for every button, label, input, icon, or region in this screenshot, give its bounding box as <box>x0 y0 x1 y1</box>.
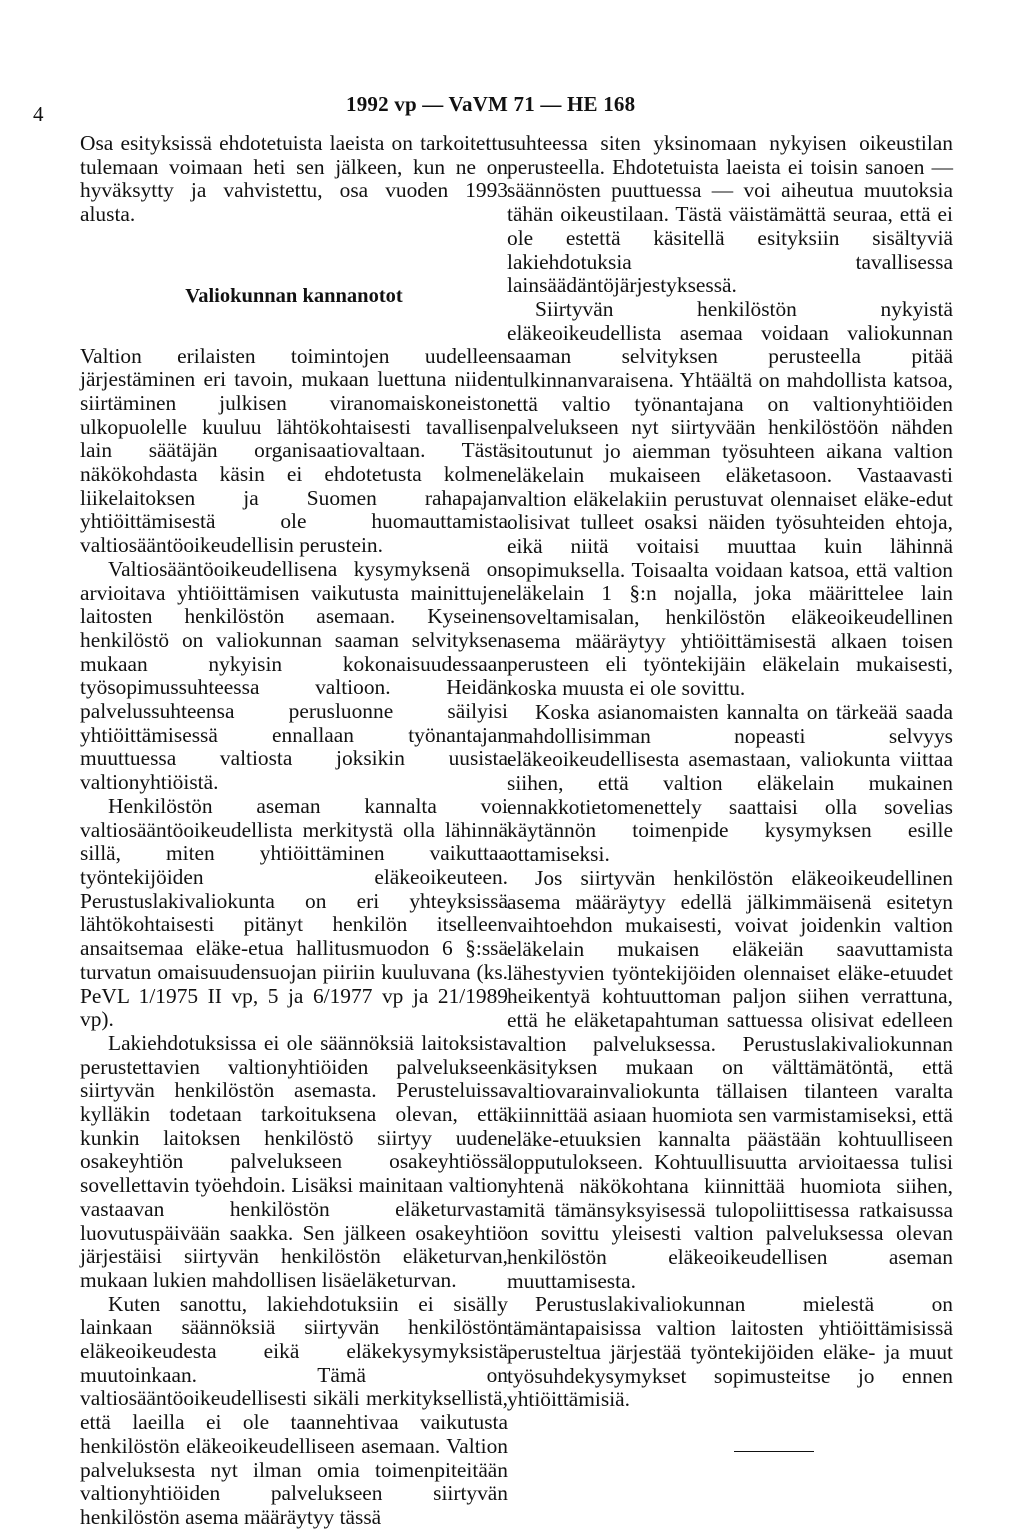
body-paragraph: Jos siirtyvän henkilöstön eläkeoikeudellinen asema määräytyy edellä jälkimmäisenä esitetyn vaihtoehdon mukaisesti, voivat joidenkin valtion eläkelain mukaisen eläkeiän saavuttamista lähestyvien työntekijöiden olennaiset eläke-etuudet heikentyä kohtuuttoman paljon siihen verrattuna, että he eläketapahtuman sattuessa olisivat edelleen valtion palveluksessa. Perustuslakivaliokunnan käsityksen mukaan on välttämätöntä, että valtiovarainvaliokunta tällaisen tilanteen varalta kiinnittää asiaan huomiota sen varmistamiseksi, että eläke-etuuksien kannalta päästään kohtuulliseen lopputulokseen. Kohtuullisuutta arvioitaessa tulisi yhtenä näkökohtana kiinnittää huomiota siihen, mitä tämänsyksyisessä tulopoliittisessa ratkaisussa on sovittu yleisesti valtion palveluksessa olevan henkilöstön eläkeoikeudellisen aseman muuttamisesta. <box>507 865 953 1293</box>
page-number: 4 <box>33 102 44 126</box>
right-column <box>507 132 953 1452</box>
body-paragraph: Lakiehdotuksissa ei ole säännöksiä laitoksista perustettavien valtionyhtiöiden palvelukseen siirtyvän henkilöstön asemasta. Perusteluissa kylläkin todetaan tarkoituksena olevan, että kunkin laitoksen henkilöstö siirtyy uuden osakeyhtiön palvelukseen osakeyhtiössä sovellettavin työehdoin. Lisäksi mainitaan valtion vastaavan henkilöstön eläketurvasta luovutuspäivään saakka. Sen jälkeen osakeyhtiö järjestäisi siirtyvän henkilöstön eläketurvan, mukaan lukien mahdollisen lisäeläketurvan. <box>80 1030 508 1292</box>
running-header: 1992 vp — VaVM 71 — HE 168 <box>346 92 636 116</box>
body-paragraph: Koska asianomaisten kannalta on tärkeää saada mahdollisimman nopeasti selvyys eläkeoikeudellisesta asemastaan, valiokunta viittaa siihen, että valtion eläkelain mukainen ennakkotietomenettely saattaisi olla sovelias käytännön toimenpide kysymyksen esille ottamiseksi. <box>507 699 953 867</box>
body-paragraph: Kuten sanottu, lakiehdotuksiin ei sisälly lainkaan säännöksiä siirtyvän henkilöstön eläkeoikeudesta eikä eläkekysymyksistä muutoinkaan. Tämä on valtiosääntöoikeudellisesti sikäli merkityksellistä, että laeilla ei ole taannehtivaa vaikutusta henkilöstön eläkeoikeudelliseen asemaan. Valtion palveluksesta nyt ilman omia toimenpiteitään valtionyhtiöiden palvelukseen siirtyvän henkilöstön asema määräytyy tässä <box>80 1291 508 1529</box>
section-heading: Valiokunnan kannanotot <box>185 284 403 307</box>
body-paragraph: Henkilöstön aseman kannalta voi valtiosääntöoikeudellista merkitystä olla lähinnä sillä, miten yhtiöittäminen vaikuttaa työntekijöiden eläkeoikeuteen. Perustuslakivaliokunta on eri yhteyksissä lähtökohtaisesti pitänyt henkilön itselleen ansaitsemaa eläke-etua hallitusmuodon 6 §:ssä turvatun omaisuudensuojan piiriin kuuluvana (ks. PeVL 1/1975 II vp, 5 ja 6/1977 vp ja 21/1989 vp). <box>80 793 508 1032</box>
body-paragraph: Perustuslakivaliokunnan mielestä on tämäntapaisissa valtion laitosten yhtiöittämisissä perusteltua järjestää työntekijöiden eläke- ja muut työsuhdekysymykset sopimusteitse jo ennen yhtiöittämisiä. <box>507 1292 953 1412</box>
left-column <box>80 132 508 1530</box>
continuation-paragraph: suhteessa siten yksinomaan nykyisen oikeustilan perusteella. Ehdotetuista laeista ei toisin sanoen — säännösten puuttuessa — voi aiheutua muutoksia tähän oikeustilaan. Tästä väistämättä seuraa, että ei ole estettä käsitellä esityksiin sisältyviä lakiehdotuksia tavallisessa lainsäädäntöjärjestyksessä. <box>507 131 953 298</box>
body-paragraph: Siirtyvän henkilöstön nykyistä eläkeoikeudellista asemaa voidaan valiokunnan saaman selvityksen perusteella pitää tulkinnanvaraisena. Yhtäältä on mahdollista katsoa, että valtio työnantajana on valtionyhtiöiden palvelukseen nyt siirtyvään henkilöstöön nähden sitoutunut jo aiemman työsuhteen aikana valtion eläkelain mukaiseen eläketasoon. Vastaavasti valtion eläkelakiin perustuvat olennaiset eläke-edut olisivat tulleet osaksi näiden työsuhteiden ehtoja, eikä niitä voitaisi muuttaa kuin lähinnä sopimuksella. Toisaalta voidaan katsoa, että valtion eläkelain 1 §:n nojalla, joka määrittelee lain soveltamisalan, henkilöstön eläkeoikeudellinen asema määräytyy yhtiöittämisestä alkaen toisen perusteen eli työntekijäin eläkelain mukaisesti, koska muusta ei ole sovittu. <box>507 296 953 701</box>
body-paragraph: Valtion erilaisten toimintojen uudelleen järjestäminen eri tavoin, mukaan luettuna niiden siirtäminen julkisen viranomaiskoneiston ulkopuolelle kuuluu lähtökohtaisesti tavallisen lain säätäjän organisaatiovaltaan. Tästä näkökohdasta käsin ei ehdotetusta kolmen liikelaitoksen ja Suomen rahapajan yhtiöittämisestä ole huomauttamista valtiosääntöoikeudellisin perustein. <box>80 343 508 558</box>
body-paragraph: Valtiosääntöoikeudellisena kysymyksenä on arvioitava yhtiöittämisen vaikutusta mainittujen laitosten henkilöstön asemaan. Kyseinen henkilöstö on valiokunnan saaman selvityksen mukaan nykyisin kokonaisuudessaan työsopimussuhteessa valtioon. Heidän palvelussuhteensa perusluonne säilyisi yhtiöittämisessä ennallaan työnantajan muuttuessa valtiosta joksikin uusista valtionyhtiöistä. <box>80 556 508 795</box>
end-rule <box>734 1451 814 1452</box>
intro-paragraph: Osa esityksissä ehdotetuista laeista on tarkoitettu tulemaan voimaan heti sen jälkeen, kun ne on hyväksytty ja vahvistettu, osa vuoden 1993 alusta. <box>80 131 508 227</box>
